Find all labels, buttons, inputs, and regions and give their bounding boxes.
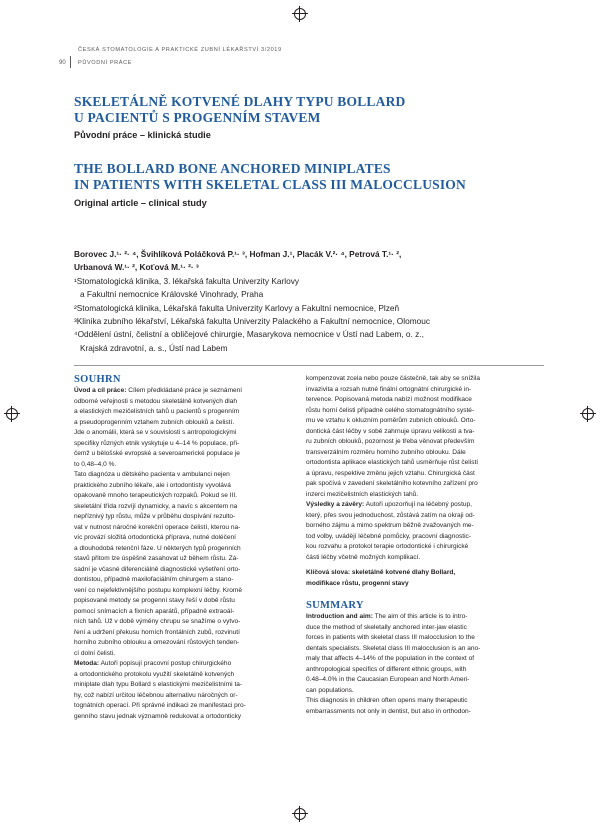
title-en (74, 161, 466, 193)
text-line: to 0,48–4,0 %. (74, 460, 117, 468)
text-line: nepříznivý typ růstu, může v průběhu dospívání rezulto- (74, 513, 236, 520)
title-cz-line-2: U PACIENTŮ S PROGENNÍM STAVEM (74, 110, 321, 125)
text-line: 0.48–4.0% in the Caucasian European and North Ameri- (306, 676, 470, 683)
text-line: genního stavu jednak významně redukovat a ortodonticky (74, 712, 242, 720)
keywords-line-2: modifikace růstu, progenní stavy (306, 579, 409, 587)
affiliation-line: ¹Stomatologická klinika, 3. lékařská fakulta Univerzity Karlovy (74, 275, 300, 286)
text-line: opakovaně mnoho terapeutických rozpaků. Pokud se III. (74, 492, 238, 499)
text-line: maly that affects 4–14% of the population in the context of (306, 655, 475, 662)
section-label: PŮVODNÍ PRÁCE (78, 60, 133, 66)
text-line: a pseudoprogenním vztahem zubních oblouků a čelistí. (74, 418, 235, 426)
title-en-line-1: THE BOLLARD BONE ANCHORED MINIPLATES (74, 161, 391, 176)
text-line: který, přes svou jednoduchost, zůstává zatím na okraji od- (306, 511, 475, 519)
text-line: inzerci mezičelistních elastických tahů. (306, 490, 419, 498)
text-line: tognátních operací. Při správné indikaci ze manifestaci pro- (74, 702, 246, 709)
text-line: forces in patients with skeletal class III malocclusion to the (306, 634, 475, 641)
text-line: odborné veřejnosti s metodou skeletálně kotvených dlah (74, 397, 238, 405)
text-line: tod volby, uvádějí léčebné pomůcky, pracovní diagnostic- (306, 532, 471, 540)
text-line: ních tahů. Už v době výměny chrupu se snažíme o vytvo- (74, 618, 241, 625)
text-line: pak spočívá v zavedení skeletálního kotevního zařízení pro (306, 480, 478, 487)
text-line: ru zubních oblouků, pozornost je třeba věnovat především (306, 438, 475, 445)
text-line: popisované metody se progenní stavy řeší v době růstu (74, 597, 235, 604)
text-line: kou rozvahu a protokol terapie ortodontické i chirurgické (306, 543, 469, 550)
text-line: Jde o anomálii, která se v souvislosti s antropologickými (74, 429, 237, 436)
affiliation-line: ²Stomatologická klinika, Lékařská fakulta Univerzity Karlovy a Fakultní nemocnice, Plzeň (74, 302, 400, 313)
title-cz-line-1: SKELETÁLNĚ KOTVENÉ DLAHY TYPU BOLLARD (74, 94, 406, 109)
affiliations (74, 275, 544, 355)
souhrn-text-right (306, 374, 546, 563)
text-line: a elastických mezičelistních tahů u pacientů s progenním (74, 408, 240, 415)
keywords (306, 568, 546, 589)
affiliation-line: a Fakultní nemocnice Královské Vinohrady, Praha (80, 289, 264, 300)
registration-mark-icon (294, 8, 306, 20)
text-line: dontistou, případně maxilofaciálním chirurgem a stano- (74, 576, 234, 583)
text-line: vat v nutnost náročné korekční operace čelistí, kterou na- (74, 523, 241, 531)
text-line: Introduction and aim: The aim of this article is to intro- (306, 613, 468, 620)
text-line: kompenzovat zcela nebo pouze částečně, tak aby se snížila (306, 375, 480, 382)
text-line: Úvod a cíl práce: Cílem předkládané práce je seznámení (74, 387, 243, 394)
text-line: čemž u bělošské evropské a severoamerické populace je (74, 450, 240, 457)
affiliation-line: ³Klinika zubního lékařství, Lékařská fakulta Univerzity Palackého a Fakultní nemocnice, Olomouc (74, 316, 431, 327)
registration-mark-icon (294, 808, 306, 820)
text-line: a dlouhodobá retenční fáze. U některých typů progenních (74, 544, 241, 552)
souhrn-heading: SOUHRN (74, 374, 121, 385)
registration-mark-icon (6, 408, 18, 420)
text-line: ortodontista aplikace elastických tahů usměrňuje růst čelistí (306, 459, 479, 466)
text-line: invazivita a rozsah nutné finální ortognátní chirurgické in- (306, 385, 472, 393)
title-en-line-2: IN PATIENTS WITH SKELETAL CLASS III MALOCCLUSION (74, 177, 466, 192)
text-line: dontická část léčby v sobě zahrnuje úpravu velikosti a tva- (306, 427, 475, 435)
text-line: ření a udržení překusu horních frontálních zubů, rozvinutí (74, 628, 240, 636)
text-line: embarrassments not only in dentist, but also in orthodon- (306, 707, 471, 715)
page-number: 90 (59, 60, 66, 66)
title-cz (74, 94, 405, 126)
text-line: části léčby včetně možných komplikací. (306, 553, 421, 561)
authors-line-2: Urbanová W.¹· ², Koťová M.¹· ²· ³ (74, 262, 199, 273)
keywords-label: Klíčová slova: (306, 569, 351, 576)
text-line: specifiky různých etnik vyskytuje u 4–14 % populace, při- (74, 439, 240, 447)
text-line: víc provází složitá ortodontická příprava, nutné doléčení (74, 534, 236, 541)
journal-name: ČESKÁ STOMATOLOGIE A PRAKTICKÉ ZUBNÍ LÉKAŘSTVÍ 3/2019 (78, 47, 282, 53)
souhrn-text-left (74, 386, 314, 722)
affiliation-line: ⁴Oddělení ústní, čelistní a obličejové chirurgie, Masarykova nemocnice v Ústí nad Labem, o. z., (74, 329, 424, 340)
text-line: This diagnosis in children often opens many therapeutic (306, 697, 468, 704)
text-line: hy, což nabízí určitou léčebnou alternativu náročných or- (74, 691, 238, 699)
author-block (74, 248, 544, 355)
affiliation-line: Krajská zdravotní, a. s., Ústí nad Labem (80, 342, 228, 353)
text-line: Metoda: Autoři popisují pracovní postup chirurgického (74, 660, 232, 667)
text-line: praktického zubního lékaře, ale i ortodontisty vyvolává (74, 481, 231, 489)
authors-line-1: Borovec J.¹· ²· ⁴, Švihlíková Poláčková P.¹· ³, Hofman J.¹, Placák V.²· ⁴, Petrová T.¹· ², (74, 249, 402, 259)
text-line: vení co nejefektivnějšího postupu komplexní léčby. Kromě (74, 586, 243, 594)
text-line: a úpravu, respektive změnu jejich vztahu. Chirurgická část (306, 469, 475, 477)
article-type-cz: Původní práce – klinická studie (74, 130, 211, 140)
text-line: horního zubního oblouku a omezování růstových tenden- (74, 639, 240, 646)
text-line: pomocí snímacích a fixních aparátů, případně extraoál- (74, 607, 235, 615)
summary-heading: SUMMARY (306, 600, 364, 611)
text-line: dentals specialists. Skeletal class III malocclusion is an ano- (306, 644, 481, 652)
text-line: a ortodontického protokolu využití skeletálně kotvených (74, 670, 235, 678)
text-line: stavů přitom lze úspěšně zasahovat už během růstu. Zá- (74, 555, 239, 562)
text-line: transverzálním rozměru horního zubního oblouku. Dále (306, 448, 466, 456)
divider (74, 365, 544, 366)
text-line: sadní je včasné diferenciálně diagnostické vyšetření orto- (74, 565, 241, 573)
text-line: duce the method of skeletally anchored inter-jaw elastic (306, 623, 467, 631)
text-line: miniplate dlah typu Bollard s elastickými mezičelistními ta- (74, 681, 243, 688)
text-line: anthropological specifics of different ethnic groups, with (306, 665, 467, 673)
header-separator (70, 56, 71, 68)
keywords-line-1: skeletálně kotvené dlahy Bollard, (351, 569, 456, 576)
text-line: růstu horní čelisti případně celého stomatognátního systé- (306, 406, 475, 414)
summary-text (306, 612, 546, 717)
text-line: Výsledky a závěry: Autoři upozorňují na léčebný postup, (306, 501, 472, 508)
text-line: can populations. (306, 686, 354, 694)
article-type-en: Original article – clinical study (74, 198, 207, 208)
registration-mark-icon (582, 408, 594, 420)
text-line: tervence. Popisovaná metoda nabízí možnost modifikace (306, 396, 472, 403)
text-line: skeletální třída rozvíjí dynamicky, a navíc s akcentem na (74, 502, 238, 510)
text-line: cí dolní čelisti. (74, 649, 116, 657)
text-line: borného zájmu a mimo spektrum běžně zvažovaných me- (306, 522, 474, 529)
text-line: Tato diagnóza u dětského pacienta v ambulanci nejen (74, 471, 230, 478)
text-line: mu ve vztahu k okluzním poměrům zubních oblouků. Orto- (306, 417, 476, 424)
